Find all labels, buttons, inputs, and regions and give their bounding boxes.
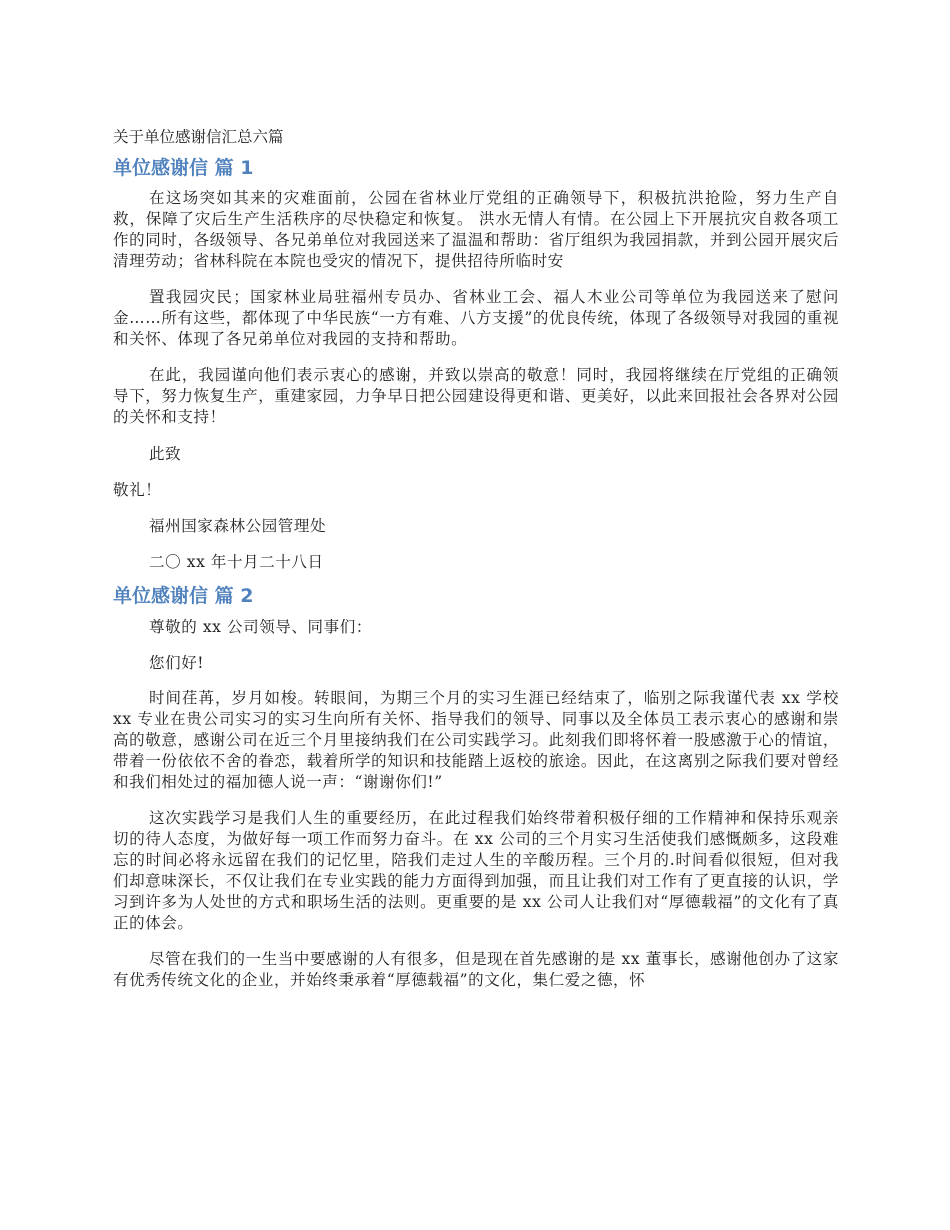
section-2-heading: 单位感谢信 篇 2: [113, 585, 254, 607]
letter-signature: 福州国家森林公园管理处: [149, 517, 327, 535]
section-2-paragraph: 时间荏苒，岁月如梭。转眼间，为期三个月的实习生涯已经结束了，临别之际我谨代表 xx 学校 xx 专业在贵公司实习的实习生向所有关怀、指导我们的领导、同事以及全体员工表示衷心的感谢和崇高的敬意，感谢公司在近三个月里接纳我们在公司实践学习。此刻我们即将怀着一股感激于心的情谊，带着一份依依不舍的眷恋，载着所学的知识和技能踏上返校的旅途。因此，在这离别之际我们要对曾经和我们相处过的福加德人说一声：“谢谢你们!”: [113, 689, 839, 791]
letter-hello: 您们好!: [149, 654, 205, 672]
section-1-paragraph: 置我园灾民；国家林业局驻福州专员办、省林业工会、福人木业公司等单位为我园送来了慰问金……所有这些，都体现了中华民族“一方有难、八方支援”的优良传统，体现了各级领导对我园的重视和关怀、体现了各兄弟单位对我园的支持和帮助。: [113, 288, 839, 348]
letter-date: 二〇 xx 年十月二十八日: [149, 553, 324, 571]
document-title: 关于单位感谢信汇总六篇: [113, 128, 284, 146]
letter-salute: 敬礼！: [113, 481, 162, 499]
section-1-paragraph: 在此，我园谨向他们表示衷心的感谢，并致以崇高的敬意！同时，我园将继续在厅党组的正确领导下，努力恢复生产，重建家园，力争早日把公园建设得更和谐、更美好，以此来回报社会各界对公园的关怀和支持！: [113, 366, 839, 426]
section-1-paragraph: 在这场突如其来的灾难面前，公园在省林业厅党组的正确领导下，积极抗洪抢险，努力生产自救，保障了灾后生产生活秩序的尽快稳定和恢复。 洪水无情人有情。在公园上下开展抗灾自救各项工作的同时，各级领导、各兄弟单位对我园送来了温温和帮助：省厅组织为我园捐款，并到公园开展灾后清理劳动；省林科院在本院也受灾的情况下，提供招待所临时安: [113, 189, 839, 270]
section-1-heading: 单位感谢信 篇 1: [113, 157, 254, 179]
letter-greeting: 尊敬的 xx 公司领导、同事们：: [149, 618, 372, 636]
section-2-paragraph: 这次实践学习是我们人生的重要经历，在此过程我们始终带着积极仔细的工作精神和保持乐观亲切的待人态度，为做好每一项工作而努力奋斗。在 xx 公司的三个月实习生活使我们感慨颇多，这段难忘的时间必将永远留在我们的记忆里，陪我们走过人生的辛酸历程。三个月的.时间看似很短，但对我们却意味深长，不仅让我们在专业实践的能力方面得到加强，而且让我们对工作有了更直接的认识，学习到许多为人处世的方式和职场生活的法则。更重要的是 xx 公司人让我们对“厚德载福”的文化有了真正的体会。: [113, 809, 839, 932]
section-2: [113, 583, 839, 991]
section-2-paragraph: 尽管在我们的一生当中要感谢的人有很多，但是现在首先感谢的是 xx 董事长，感谢他创办了这家有优秀传统文化的企业，并始终秉承着“厚德载福”的文化，集仁爱之德，怀: [113, 950, 839, 989]
letter-closing: 此致: [149, 445, 182, 463]
document-body: [113, 124, 839, 1006]
section-1: [113, 155, 839, 573]
